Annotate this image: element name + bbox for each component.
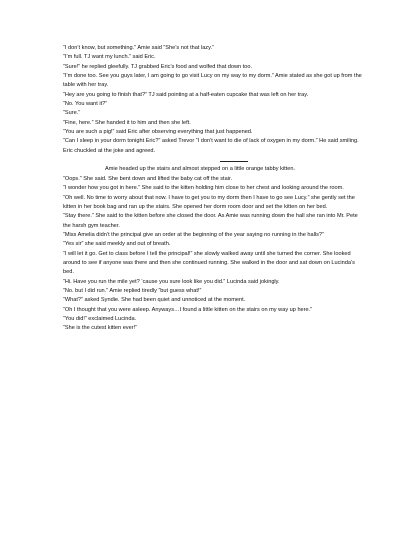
paragraph: “No. but I did run.” Amie replied tiredly “but guess what!” bbox=[63, 287, 202, 294]
scene-break-rule bbox=[220, 161, 248, 162]
paragraph: “Hey are you going to finish that?” TJ said pointing at a half-eaten cupcake that was left on her tray. bbox=[63, 91, 309, 98]
paragraph: “You did!” exclaimed Lucinda. bbox=[63, 315, 137, 322]
paragraph: “Oh well. No time to worry about that now. I have to get you to my dorm then I have to go see Lucy.” she gently set the kitten in her book bag and ran up the stairs. She opened her dorm room door and set the kitten on her bed. bbox=[63, 194, 355, 210]
paragraph: “She is the cutest kitten ever!” bbox=[63, 325, 137, 332]
document-body bbox=[63, 44, 363, 334]
paragraph: “Yes sir” she said meekly and out of breath. bbox=[63, 241, 171, 248]
paragraph: “I wonder how you got in here.” She said to the kitten holding him close to her chest and looking around the room. bbox=[63, 185, 344, 192]
paragraph: “I’m full. TJ want my lunch.” said Eric. bbox=[63, 54, 156, 61]
paragraph: “Miss Amelia didn’t the principal give an order at the beginning of the year saying no running in the halls?” bbox=[63, 231, 324, 238]
paragraph: Eric chuckled at the joke and agreed. bbox=[63, 147, 156, 154]
paragraph: “I’m done too. See you guys later, I am going to go visit Lucy on my way to my dorm.” Amie stated as she got up from the table with her tray. bbox=[63, 73, 362, 89]
paragraph: “Stay there.” She said to the kitten before she closed the door. As Amie was running down the hall she ran into Mr. Pete the harsh gym teacher. bbox=[63, 213, 358, 229]
paragraph: Amie headed up the stairs and almost stepped on a little orange tabby kitten. bbox=[105, 166, 295, 173]
paragraph: “Hi. Have you run the mile yet? ‘cause you sure look like you did.” Lucinda said jokingly. bbox=[63, 278, 280, 285]
paragraph: “Oh I thought that you were asleep. Anyways…I found a little kitten on the stairs on my way up here.” bbox=[63, 306, 313, 313]
paragraph: “I will let it go. Get to class before I tell the principal!” she slowly walked away until she turned the corner. She looked around to see if anyone was there and then she continued running. She walked in the door and sat down on Lucinda’s bed. bbox=[63, 250, 355, 276]
paragraph: “Can I sleep in your dorm tonight Eric?” asked Trevor “I don’t want to die of lack of oxygen in my dorm.” He said smiling. bbox=[63, 138, 359, 145]
paragraph: “Fine, here.” She handed it to him and then she left. bbox=[63, 119, 191, 126]
paragraph: “Sure.” bbox=[63, 110, 81, 117]
scene-break bbox=[63, 156, 363, 165]
paragraph: “What?” asked Syndie. She had been quiet and unnoticed at the moment. bbox=[63, 297, 246, 304]
paragraph: “You are such a pig!” said Eric after observing everything that just happened. bbox=[63, 129, 253, 136]
paragraph: “Sure!” he replied gleefully. TJ grabbed Eric’s food and wolfed that down too. bbox=[63, 63, 253, 70]
paragraph: “I don’t know, but something.” Amie said “She’s not that lazy.” bbox=[63, 45, 214, 51]
paragraph: “Oops.” She said. She bent down and lifted the baby cat off the stair. bbox=[63, 175, 233, 182]
paragraph: “No. You want it?” bbox=[63, 101, 108, 108]
